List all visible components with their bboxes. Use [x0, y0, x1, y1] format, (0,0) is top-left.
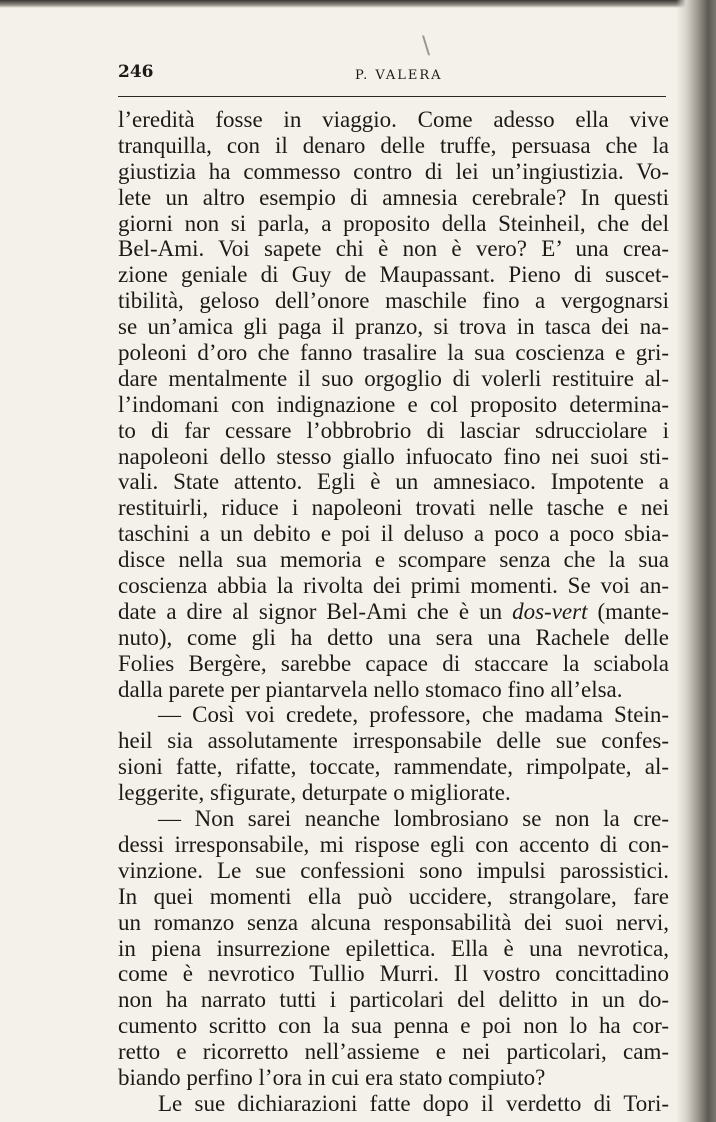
page-number: 246	[118, 62, 154, 82]
text-line: to di far cessare l’obbrobrio di lasciar sdrucciolare i	[118, 417, 669, 443]
text-line: restituirli, riduce i napoleoni trovati nelle tasche e nei	[118, 495, 669, 521]
text-line: dalla parete per piantarvela nello stomaco fino all’elsa.	[118, 676, 623, 702]
text-line: biando perfino l’ora in cui era stato compiuto?	[118, 1064, 546, 1090]
text-line: tranquilla, con il denaro delle truffe, persuasa che la	[118, 132, 669, 158]
pencil-mark: \	[422, 31, 431, 59]
text-line: come è nevrotico Tullio Murri. Il vostro concittadino	[118, 961, 669, 987]
text-line: retto e ricorretto nell’assieme e nei particolari, cam-	[118, 1039, 669, 1065]
body-text	[118, 107, 669, 1117]
text-line: non ha narrato tutti i particolari del delitto in un do-	[118, 987, 669, 1013]
text-line: dessi irresponsabile, mi rispose egli con accento di con-	[118, 831, 669, 857]
text-line: poleoni d’oro che fanno trasalire la sua coscienza e gri-	[118, 340, 669, 366]
text-line: giorni non si parla, a proposito della Steinheil, che del	[118, 210, 669, 236]
scan-binding-edge	[676, 0, 716, 1122]
text-line: giustizia ha commesso contro di lei un’ingiustizia. Vo-	[118, 158, 669, 184]
text-line: coscienza abbia la rivolta dei primi momenti. Se voi an-	[118, 573, 669, 599]
text-line: date a dire al signor Bel-Ami che è un dos-vert (mante-	[118, 598, 669, 624]
text-line: l’indomani con indignazione e col proposito determina-	[118, 391, 669, 417]
text-line: napoleoni dello stesso giallo infuocato fino nei suoi sti-	[118, 443, 669, 469]
text-line: vali. State attento. Egli è un amnesiaco. Impotente a	[118, 469, 669, 495]
text-line: vinzione. Le sue confessioni sono impulsi parossistici.	[118, 857, 669, 883]
text-line: leggerite, sfigurate, deturpate o migliorate.	[118, 780, 511, 806]
text-line: cumento scritto con la sua penna e poi non lo ha cor-	[118, 1013, 669, 1039]
page-header	[118, 58, 666, 97]
text-line: — Non sarei neanche lombrosiano se non la cre-	[158, 806, 669, 832]
text-line: taschini a un debito e poi il deluso a poco a poco sbia-	[118, 521, 669, 547]
text-line: zione geniale di Guy de Maupassant. Pieno di suscet-	[118, 262, 669, 288]
scan-top-edge	[0, 0, 716, 8]
text-line: heil sia assolutamente irresponsabile delle sue confes-	[118, 728, 669, 754]
text-line: lete un altro esempio di amnesia cerebrale? In questi	[118, 184, 669, 210]
text-line: nuto), come gli ha detto una sera una Rachele delle	[118, 624, 669, 650]
italic-term: dos-vert	[512, 598, 588, 624]
text-line: se un’amica gli paga il pranzo, si trova in tasca dei na-	[118, 314, 669, 340]
text-line: In quei momenti ella può uccidere, strangolare, fare	[118, 883, 669, 909]
text-line: Folies Bergère, sarebbe capace di staccare la sciabola	[118, 650, 669, 676]
text-line: l’eredità fosse in viaggio. Come adesso ella vive	[118, 107, 669, 132]
text-line: in piena insurrezione epilettica. Ella è una nevrotica,	[118, 935, 669, 961]
text-line: dare mentalmente il suo orgoglio di volerli restituire al-	[118, 365, 669, 391]
text-line: Le sue dichiarazioni fatte dopo il verdetto di Tori-	[158, 1090, 669, 1116]
text-line: tibilità, geloso dell’onore maschile fino a vergognarsi	[118, 288, 669, 314]
running-head: P. VALERA	[355, 68, 443, 83]
text-line: Bel-Ami. Voi sapete chi è non è vero? E’ una crea-	[118, 236, 669, 262]
text-line: sioni fatte, rifatte, toccate, rammendate, rimpolpate, al-	[118, 754, 669, 780]
text-line: un romanzo senza alcuna responsabilità dei suoi nervi,	[118, 909, 669, 935]
text-line: — Così voi credete, professore, che madama Stein-	[158, 702, 669, 728]
text-line: disce nella sua memoria e scompare senza che la sua	[118, 547, 669, 573]
